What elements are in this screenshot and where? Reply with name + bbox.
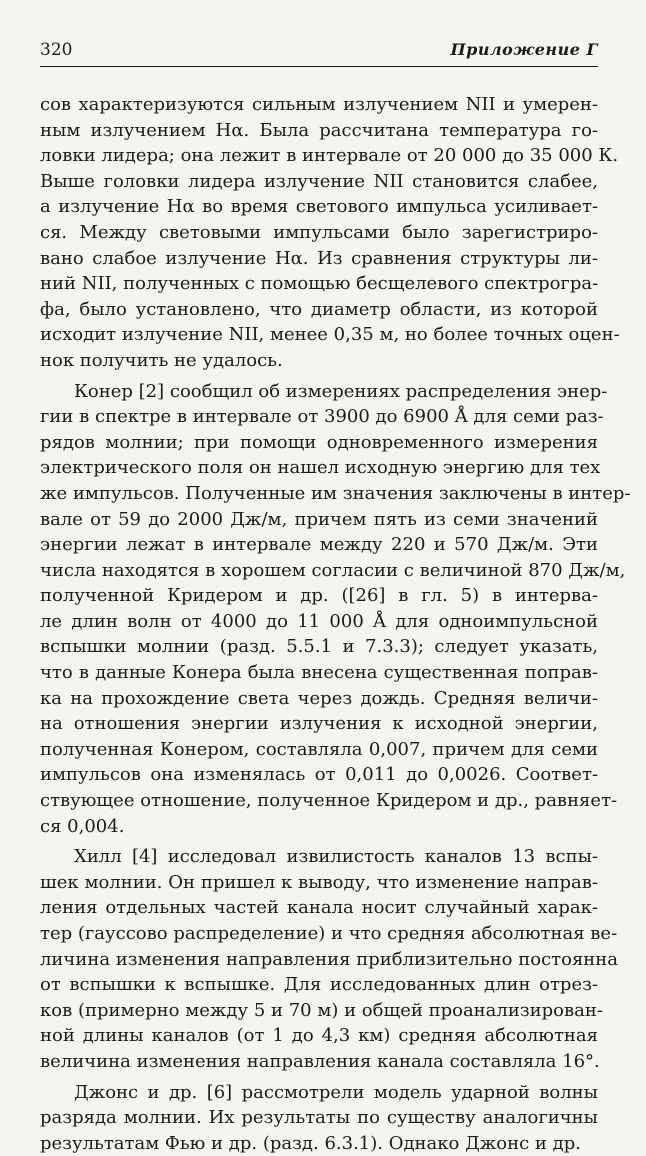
text-line: шек молнии. Он пришел к выводу, что изменение направ- [40,871,598,893]
text-line: импульсов она изменялась от 0,011 до 0,0026. Соответ- [40,764,598,786]
text-line: энергии лежат в интервале между 220 и 570 Дж/м. Эти [40,534,598,556]
text-line: числа находятся в хорошем согласии с величиной 870 Дж/м, [40,559,626,581]
text-line: ловки лидера; она лежит в интервале от 20 000 до 35 000 К. [40,145,619,167]
text-line: фа, было установлено, что диаметр области, из которой [40,298,598,320]
text-line: полученная Конером, составляла 0,007, причем для семи [40,738,598,760]
text-line: ления отдельных частей канала носит случайный харак- [40,897,598,919]
text-line: результатам Фью и др. (разд. 6.3.1). Однако Джонс и др. [40,1132,581,1154]
text-line: нок получить не удалось. [40,349,283,371]
paragraph [40,379,631,840]
text-line: ле длин волн от 4000 до 11 000 Å для одноимпульсной [40,610,598,632]
body-text [40,92,631,1156]
running-title: Приложение Г [450,40,598,59]
paragraph [40,1080,598,1156]
text-line: электрического поля он нашел исходную энергию для тех [40,457,601,479]
text-line: от вспышки к вспышке. Для исследованных длин отрез- [40,974,598,996]
text-line: ным излучением Нα. Была рассчитана температура го- [40,119,598,141]
text-line: вано слабое излучение Нα. Из сравнения структуры ли- [40,247,598,269]
text-line: Хилл [4] исследовал извилистость каналов 13 вспы- [74,846,598,868]
text-line: вале от 59 до 2000 Дж/м, причем пять из семи значений [40,508,598,530]
page-header [40,40,598,67]
text-line: гии в спектре в интервале от 3900 до 6900 Å для семи раз- [40,406,604,428]
text-line: разряда молнии. Их результаты по существу аналогичны [40,1107,598,1129]
text-line: ной длины каналов (от 1 до 4,3 км) средняя абсолютная [40,1025,598,1047]
text-line: Конер [2] сообщил об измерениях распределения энер- [74,380,608,402]
text-line: а излучение Нα во время светового импульса усиливает- [40,196,598,218]
text-line: сов характеризуются сильным излучением NII и умерен- [40,94,598,115]
text-line: исходит излучение NII, менее 0,35 м, но более точных оцен- [40,324,620,346]
text-line: ся 0,004. [40,815,125,837]
text-line: же импульсов. Полученные им значения заключены в интер- [40,482,631,504]
text-line: тер (гауссово распределение) и что средняя абсолютная ве- [40,923,618,944]
text-line: ся. Между световыми импульсами было зарегистриро- [40,221,598,243]
text-line: что в данные Конера была внесена существенная поправ- [40,662,598,684]
text-line: личина изменения направления приблизительно постоянна [40,948,619,970]
text-line: величина изменения направления канала составляла 16°. [40,1050,600,1072]
text-line: на отношения энергии излучения к исходной энергии, [40,713,598,735]
text-line: ствующее отношение, полученное Кридером и др., равняет- [40,790,618,812]
text-line: ка на прохождение света через дождь. Средняя величи- [40,687,598,709]
text-line: Выше головки лидера излучение NII становится слабее, [40,170,598,192]
text-line: ков (примерно между 5 и 70 м) и общей проанализирован- [40,999,603,1021]
paragraph [40,92,620,374]
text-line: Джонс и др. [6] рассмотрели модель ударной волны [74,1081,598,1103]
text-line: вспышки молнии (разд. 5.5.1 и 7.3.3); следует указать, [40,636,598,658]
page-number: 320 [40,40,73,60]
text-line: рядов молнии; при помощи одновременного измерения [40,431,598,453]
paragraph [40,844,619,1074]
text-line: ний NII, полученных с помощью бесщелевого спектрогра- [40,273,599,295]
text-line: полученной Кридером и др. ([26] в гл. 5) в интерва- [40,585,598,607]
